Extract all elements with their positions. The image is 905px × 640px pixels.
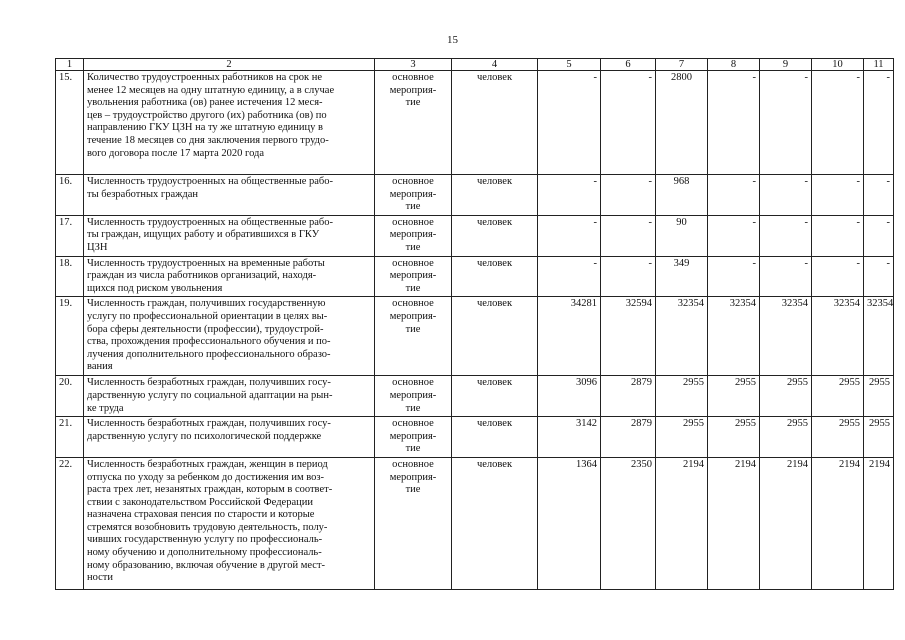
value-col-5-text: 3096 bbox=[576, 377, 597, 389]
unit-of-measure bbox=[452, 71, 538, 175]
value-col-11 bbox=[864, 71, 894, 175]
value-col-11 bbox=[864, 376, 894, 417]
unit-of-measure-text: человек bbox=[476, 458, 513, 470]
value-col-11-text: - bbox=[886, 216, 890, 228]
value-col-5 bbox=[538, 215, 601, 256]
column-header-10: 10 bbox=[812, 59, 864, 71]
value-col-10 bbox=[812, 297, 864, 376]
page-number: 15 bbox=[447, 34, 458, 46]
value-col-11-text: 32354 bbox=[867, 298, 894, 310]
value-col-10-text: 2955 bbox=[839, 418, 860, 430]
value-col-7-text: 2194 bbox=[683, 458, 704, 470]
value-col-10 bbox=[812, 71, 864, 175]
value-col-11 bbox=[864, 215, 894, 256]
measure-type bbox=[375, 297, 452, 376]
measure-type bbox=[375, 457, 452, 589]
value-col-6-text: 2879 bbox=[631, 377, 652, 389]
value-col-8-text: - bbox=[752, 257, 756, 269]
column-header-3: 3 bbox=[375, 59, 452, 71]
indicator-name bbox=[84, 256, 375, 297]
value-col-9-text: - bbox=[804, 72, 808, 83]
column-header-1: 1 bbox=[56, 59, 84, 71]
measure-type-text: основное мероприя- тие bbox=[389, 257, 437, 294]
table-row bbox=[56, 297, 894, 376]
indicator-name bbox=[84, 215, 375, 256]
unit-of-measure bbox=[452, 297, 538, 376]
header-row bbox=[56, 59, 894, 71]
indicator-name-text: Численность безработных граждан, получивших госу- дарственную услугу по социальной адаптации на рын- ке труда bbox=[87, 377, 333, 414]
value-col-7 bbox=[656, 71, 708, 175]
unit-of-measure bbox=[452, 417, 538, 458]
value-col-5-text: 3142 bbox=[576, 418, 597, 430]
value-col-5 bbox=[538, 297, 601, 376]
value-col-9-text: - bbox=[804, 176, 808, 187]
measure-type-text: основное мероприя- тие bbox=[389, 72, 437, 109]
value-col-7 bbox=[656, 297, 708, 376]
row-number-text: 15. bbox=[59, 72, 73, 83]
value-col-11 bbox=[864, 256, 894, 297]
value-col-8 bbox=[708, 256, 760, 297]
value-col-7-text: 2955 bbox=[683, 377, 704, 389]
value-col-5 bbox=[538, 417, 601, 458]
column-header-6: 6 bbox=[601, 59, 656, 71]
value-col-11-text: - bbox=[886, 257, 890, 269]
value-col-7-text: 2800 bbox=[671, 72, 692, 83]
row-number-text: 18. bbox=[59, 257, 73, 269]
value-col-8-text: - bbox=[752, 216, 756, 228]
measure-type bbox=[375, 256, 452, 297]
value-col-10-text: - bbox=[856, 216, 860, 228]
value-col-6-text: 2350 bbox=[631, 458, 652, 470]
table-row bbox=[56, 457, 894, 589]
value-col-6-text: - bbox=[648, 176, 652, 187]
table-row bbox=[56, 417, 894, 458]
value-col-9-text: 2955 bbox=[787, 418, 808, 430]
value-col-10 bbox=[812, 256, 864, 297]
indicator-name bbox=[84, 417, 375, 458]
value-col-9-text: 2194 bbox=[787, 458, 808, 470]
value-col-8-text: 32354 bbox=[729, 298, 756, 310]
value-col-11 bbox=[864, 175, 894, 216]
unit-of-measure bbox=[452, 256, 538, 297]
value-col-8 bbox=[708, 175, 760, 216]
value-col-7-text: 349 bbox=[673, 257, 690, 269]
value-col-10-text: - bbox=[856, 72, 860, 83]
table-row bbox=[56, 256, 894, 297]
value-col-9 bbox=[760, 457, 812, 589]
row-number bbox=[56, 457, 84, 589]
value-col-6 bbox=[601, 417, 656, 458]
indicator-name-text: Численность трудоустроенных на общественные рабо- ты граждан, ищущих работу и обратившихся в ГКУ ЦЗН bbox=[87, 216, 333, 253]
value-col-11 bbox=[864, 457, 894, 589]
measure-type-text: основное мероприя- тие bbox=[389, 418, 437, 455]
row-number-text: 21. bbox=[59, 418, 73, 430]
value-col-9 bbox=[760, 376, 812, 417]
value-col-10-text: - bbox=[856, 257, 860, 269]
value-col-6-text: - bbox=[648, 216, 652, 228]
value-col-6 bbox=[601, 457, 656, 589]
value-col-11-text: 2194 bbox=[869, 458, 890, 470]
value-col-8-text: - bbox=[752, 72, 756, 83]
value-col-5-text: - bbox=[593, 216, 597, 228]
unit-of-measure-text: человек bbox=[476, 257, 513, 269]
value-col-6-text: 2879 bbox=[631, 418, 652, 430]
value-col-6 bbox=[601, 376, 656, 417]
value-col-8-text: - bbox=[752, 176, 756, 187]
unit-of-measure-text: человек bbox=[476, 418, 513, 430]
value-col-10-text: 32354 bbox=[833, 298, 860, 310]
value-col-6 bbox=[601, 215, 656, 256]
column-header-8: 8 bbox=[708, 59, 760, 71]
measure-type bbox=[375, 175, 452, 216]
table-body bbox=[56, 71, 894, 590]
column-header-9: 9 bbox=[760, 59, 812, 71]
measure-type bbox=[375, 417, 452, 458]
row-number-text: 16. bbox=[59, 176, 73, 187]
column-header-7: 7 bbox=[656, 59, 708, 71]
value-col-9 bbox=[760, 297, 812, 376]
indicators-table bbox=[55, 58, 894, 590]
unit-of-measure-text: человек bbox=[476, 377, 513, 389]
row-number bbox=[56, 215, 84, 256]
indicator-name bbox=[84, 297, 375, 376]
value-col-11-text: 2955 bbox=[869, 377, 890, 389]
unit-of-measure bbox=[452, 175, 538, 216]
table-row bbox=[56, 175, 894, 216]
unit-of-measure bbox=[452, 376, 538, 417]
value-col-5-text: - bbox=[593, 72, 597, 83]
table-row bbox=[56, 376, 894, 417]
unit-of-measure-text: человек bbox=[476, 176, 513, 187]
column-header-11: 11 bbox=[864, 59, 894, 71]
measure-type bbox=[375, 215, 452, 256]
value-col-8-text: 2955 bbox=[735, 418, 756, 430]
unit-of-measure-text: человек bbox=[476, 72, 513, 83]
value-col-6 bbox=[601, 256, 656, 297]
indicator-name bbox=[84, 457, 375, 589]
row-number bbox=[56, 297, 84, 376]
unit-of-measure bbox=[452, 457, 538, 589]
indicator-name-text: Количество трудоустроенных работников на срок не менее 12 месяцев на одну штатную единицу, а в случае увольнения работника (ов) ранее истечения 12 меся- цев – трудоустройство другого (их) работника (ов) по направлению ГКУ ЦЗН на ту же штатную единицу в течение 18 месяцев со дня заключения первого трудо- вого договора после 17 марта 2020 года bbox=[87, 72, 335, 159]
measure-type-text: основное мероприя- тие bbox=[389, 298, 437, 335]
value-col-10-text: - bbox=[856, 176, 860, 187]
value-col-5 bbox=[538, 457, 601, 589]
value-col-8 bbox=[708, 376, 760, 417]
value-col-5-text: 1364 bbox=[576, 458, 597, 470]
indicator-name-text: Численность граждан, получивших государственную услугу по профессиональной ориентации в целях вы- бора сферы деятельности (профессии), трудоустрой- ства, прохождения профессионального обучения и по- лучения дополнительного профессионального образо- вания bbox=[87, 298, 331, 373]
value-col-11-text: - bbox=[886, 72, 890, 83]
value-col-11-text: 2955 bbox=[869, 418, 890, 430]
value-col-7-text: 32354 bbox=[677, 298, 704, 310]
value-col-10 bbox=[812, 175, 864, 216]
value-col-7 bbox=[656, 256, 708, 297]
measure-type-text: основное мероприя- тие bbox=[389, 176, 437, 213]
row-number bbox=[56, 376, 84, 417]
value-col-8-text: 2955 bbox=[735, 377, 756, 389]
indicator-name bbox=[84, 175, 375, 216]
value-col-5-text: 34281 bbox=[570, 298, 597, 310]
row-number-text: 17. bbox=[59, 216, 73, 228]
table-row bbox=[56, 71, 894, 175]
value-col-8 bbox=[708, 215, 760, 256]
value-col-9 bbox=[760, 175, 812, 216]
unit-of-measure-text: человек bbox=[476, 298, 513, 310]
measure-type bbox=[375, 71, 452, 175]
row-number bbox=[56, 175, 84, 216]
value-col-9 bbox=[760, 417, 812, 458]
value-col-9-text: - bbox=[804, 257, 808, 269]
value-col-5-text: - bbox=[593, 257, 597, 269]
row-number-text: 20. bbox=[59, 377, 73, 389]
indicator-name bbox=[84, 71, 375, 175]
indicator-name-text: Численность безработных граждан, получивших госу- дарственную услугу по психологической поддержке bbox=[87, 418, 331, 442]
value-col-9-text: - bbox=[804, 216, 808, 228]
column-header-5: 5 bbox=[538, 59, 601, 71]
value-col-6-text: 32594 bbox=[625, 298, 652, 310]
value-col-5 bbox=[538, 256, 601, 297]
value-col-5 bbox=[538, 175, 601, 216]
value-col-7-text: 968 bbox=[673, 176, 690, 187]
row-number bbox=[56, 256, 84, 297]
value-col-10 bbox=[812, 376, 864, 417]
measure-type-text: основное мероприя- тие bbox=[389, 216, 437, 253]
value-col-10 bbox=[812, 457, 864, 589]
value-col-6-text: - bbox=[648, 257, 652, 269]
indicator-name-text: Численность трудоустроенных на временные работы граждан из числа работников организаций, находя- щихся под риском увольнения bbox=[87, 257, 325, 294]
value-col-9 bbox=[760, 256, 812, 297]
value-col-7 bbox=[656, 417, 708, 458]
value-col-10-text: 2194 bbox=[839, 458, 860, 470]
value-col-10 bbox=[812, 417, 864, 458]
value-col-10 bbox=[812, 215, 864, 256]
value-col-6 bbox=[601, 175, 656, 216]
value-col-6 bbox=[601, 71, 656, 175]
value-col-5 bbox=[538, 71, 601, 175]
value-col-8 bbox=[708, 457, 760, 589]
value-col-11-text: - bbox=[886, 176, 890, 187]
value-col-7 bbox=[656, 376, 708, 417]
unit-of-measure bbox=[452, 215, 538, 256]
value-col-7 bbox=[656, 215, 708, 256]
row-number-text: 22. bbox=[59, 458, 73, 470]
value-col-7-text: 2955 bbox=[683, 418, 704, 430]
column-header-2: 2 bbox=[84, 59, 375, 71]
value-col-9 bbox=[760, 71, 812, 175]
measure-type bbox=[375, 376, 452, 417]
value-col-8 bbox=[708, 71, 760, 175]
value-col-9-text: 2955 bbox=[787, 377, 808, 389]
measure-type-text: основное мероприя- тие bbox=[389, 458, 437, 496]
measure-type-text: основное мероприя- тие bbox=[389, 377, 437, 414]
value-col-5-text: - bbox=[593, 176, 597, 187]
value-col-7 bbox=[656, 175, 708, 216]
unit-of-measure-text: человек bbox=[476, 216, 513, 228]
value-col-9 bbox=[760, 215, 812, 256]
value-col-6-text: - bbox=[648, 72, 652, 83]
value-col-10-text: 2955 bbox=[839, 377, 860, 389]
row-number-text: 19. bbox=[59, 298, 73, 310]
value-col-11 bbox=[864, 417, 894, 458]
value-col-8 bbox=[708, 297, 760, 376]
value-col-7 bbox=[656, 457, 708, 589]
row-number bbox=[56, 71, 84, 175]
indicator-name bbox=[84, 376, 375, 417]
value-col-11 bbox=[864, 297, 894, 376]
indicator-name-text: Численность безработных граждан, женщин в период отпуска по уходу за ребенком до достижения им воз- раста трех лет, незанятых граждан, которым в соответ- ствии с законодательством Российской Федерации назначена страховая пенсия по старости и которые стремятся возобновить трудовую деятельность, полу- чивших государственную услугу по профессиональ- ному обучению и дополнительному профессиональ- ному образованию, включая обучение в другой мест- ности bbox=[87, 458, 333, 584]
value-col-8-text: 2194 bbox=[735, 458, 756, 470]
value-col-9-text: 32354 bbox=[781, 298, 808, 310]
column-header-4: 4 bbox=[452, 59, 538, 71]
row-number bbox=[56, 417, 84, 458]
value-col-7-text: 90 bbox=[676, 216, 687, 228]
value-col-8 bbox=[708, 417, 760, 458]
indicator-name-text: Численность трудоустроенных на общественные рабо- ты безработных граждан bbox=[87, 176, 333, 200]
value-col-5 bbox=[538, 376, 601, 417]
table-row bbox=[56, 215, 894, 256]
value-col-6 bbox=[601, 297, 656, 376]
